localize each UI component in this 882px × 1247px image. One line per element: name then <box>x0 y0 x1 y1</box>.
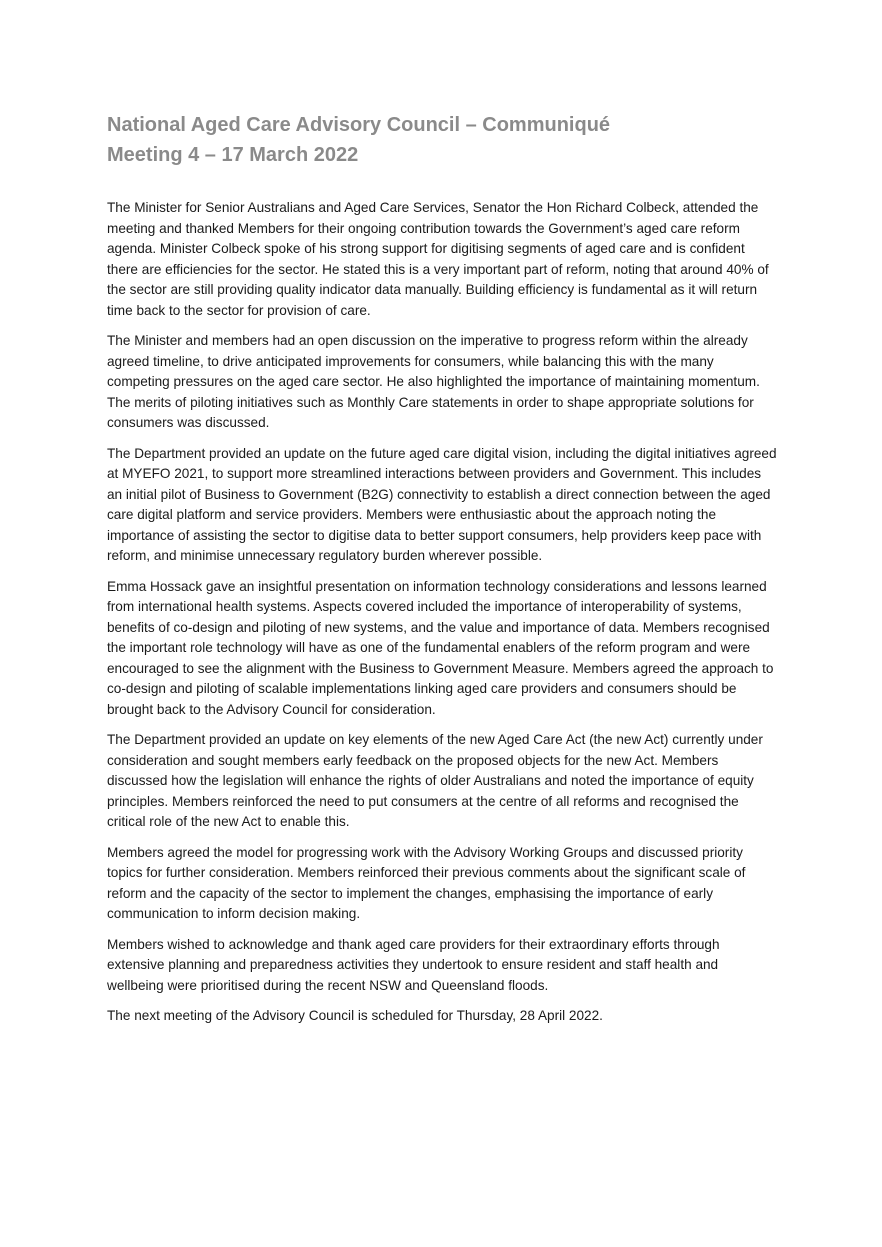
paragraph-1: The Minister for Senior Australians and Aged Care Services, Senator the Hon Richard Colbeck, attended the meeting and thanked Members for their ongoing contribution towards the Government’s aged care reform agenda. Minister Colbeck spoke of his strong support for digitising segments of aged care and is confident there are efficiencies for the sector. He stated this is a very important part of reform, noting that around 40% of the sector are still providing quality indicator data manually. Building efficiency is fundamental as it will return time back to the sector for provision of care. <box>107 200 769 318</box>
paragraph-8: The next meeting of the Advisory Council is scheduled for Thursday, 28 April 2022. <box>107 1008 603 1023</box>
page-title <box>107 110 787 170</box>
paragraph-6: Members agreed the model for progressing work with the Advisory Working Groups and discussed priority topics for further consideration. Members reinforced their previous comments about the significant scale of reform and the capacity of the sector to implement the changes, emphasising the importance of early communication to inform decision making. <box>107 844 746 921</box>
paragraph-7: Members wished to acknowledge and thank aged care providers for their extraordinary efforts through extensive planning and preparedness activities they undertook to ensure resident and staff health and wellbeing were prioritised during the recent NSW and Queensland floods. <box>107 936 720 993</box>
paragraph-5: The Department provided an update on key elements of the new Aged Care Act (the new Act) currently under consideration and sought members early feedback on the proposed objects for the new Act. Members discussed how the legislation will enhance the rights of older Australians and noted the importance of equity principles. Members reinforced the need to put consumers at the centre of all reforms and recognised the critical role of the new Act to enable this. <box>107 732 763 829</box>
title-line-1: National Aged Care Advisory Council – Communiqué <box>107 114 611 136</box>
paragraph-2: The Minister and members had an open discussion on the imperative to progress reform within the already agreed timeline, to drive anticipated improvements for consumers, while balancing this with the many competing pressures on the aged care sector. He also highlighted the importance of maintaining momentum. The merits of piloting initiatives such as Monthly Care statements in order to shape appropriate solutions for consumers was discussed. <box>107 333 760 430</box>
paragraph-4: Emma Hossack gave an insightful presentation on information technology considerations and lessons learned from international health systems. Aspects covered included the importance of interoperability of systems, benefits of co-design and piloting of new systems, and the value and importance of data. Members recognised the important role technology will have as one of the fundamental enablers of the reform program and were encouraged to see the alignment with the Business to Government Measure. Members agreed the approach to co-design and piloting of scalable implementations linking aged care providers and consumers should be brought back to the Advisory Council for consideration. <box>107 578 774 717</box>
paragraph-3: The Department provided an update on the future aged care digital vision, including the digital initiatives agreed at MYEFO 2021, to support more streamlined interactions between providers and Government. This includes an initial pilot of Business to Government (B2G) connectivity to establish a direct connection between the aged care digital platform and service providers. Members were enthusiastic about the approach noting the importance of assisting the sector to digitise data to better support consumers, help providers keep pace with reform, and minimise unnecessary regulatory burden wherever possible. <box>107 445 777 563</box>
title-line-2: Meeting 4 – 17 March 2022 <box>107 144 359 166</box>
document-body <box>107 198 777 1037</box>
